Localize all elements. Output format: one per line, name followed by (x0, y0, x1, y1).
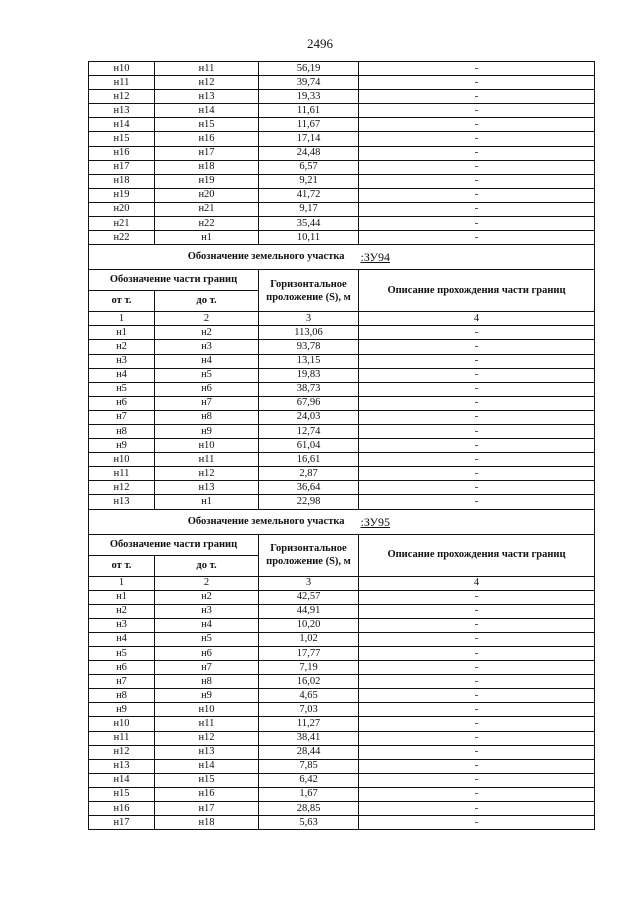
boundary-description: - (359, 132, 595, 146)
horizontal-distance: 28,85 (259, 802, 359, 816)
from-point: н10 (89, 453, 155, 467)
table-row (89, 188, 595, 202)
to-point: н11 (155, 453, 259, 467)
to-point: н10 (155, 703, 259, 717)
to-header: до т. (155, 555, 259, 576)
boundary-description: - (359, 816, 595, 830)
part-designation-header: Обозначение части границ (89, 270, 259, 291)
from-point: н13 (89, 759, 155, 773)
table-row (89, 439, 595, 453)
horizontal-distance: 39,74 (259, 76, 359, 90)
from-point: н1 (89, 590, 155, 604)
from-point: н6 (89, 396, 155, 410)
from-point: н17 (89, 160, 155, 174)
land-plot-id: :ЗУ95 (359, 509, 595, 534)
horizontal-distance: 19,83 (259, 368, 359, 382)
land-plot-label: Обозначение земельного участка (89, 245, 359, 270)
to-point: н12 (155, 467, 259, 481)
from-header: от т. (89, 555, 155, 576)
horizontal-distance: 35,44 (259, 217, 359, 231)
boundary-description: - (359, 731, 595, 745)
to-point: н18 (155, 160, 259, 174)
to-point: н5 (155, 632, 259, 646)
horizontal-distance: 22,98 (259, 495, 359, 509)
table-row (89, 217, 595, 231)
description-header: Описание прохождения части границ (359, 534, 595, 576)
to-point: н6 (155, 647, 259, 661)
to-point: н18 (155, 816, 259, 830)
horizontal-distance: 10,20 (259, 618, 359, 632)
table-row (89, 675, 595, 689)
horizontal-distance: 16,61 (259, 453, 359, 467)
header-row (89, 534, 595, 555)
to-point: н8 (155, 410, 259, 424)
table-row (89, 661, 595, 675)
to-point: н10 (155, 439, 259, 453)
table-row (89, 787, 595, 801)
from-point: н10 (89, 62, 155, 76)
from-point: н20 (89, 202, 155, 216)
table-row (89, 731, 595, 745)
from-point: н11 (89, 467, 155, 481)
horizontal-distance: 16,02 (259, 675, 359, 689)
horizontal-distance: 38,41 (259, 731, 359, 745)
from-point: н22 (89, 231, 155, 245)
horizontal-distance: 67,96 (259, 396, 359, 410)
column-number: 1 (89, 312, 155, 326)
horizontal-distance: 24,48 (259, 146, 359, 160)
boundary-description: - (359, 439, 595, 453)
horizontal-distance: 38,73 (259, 382, 359, 396)
horizontal-distance: 36,64 (259, 481, 359, 495)
table-row (89, 717, 595, 731)
horizontal-distance: 11,67 (259, 118, 359, 132)
horizontal-distance: 41,72 (259, 188, 359, 202)
horizontal-distance: 10,11 (259, 231, 359, 245)
horizontal-distance: 113,06 (259, 326, 359, 340)
from-point: н3 (89, 618, 155, 632)
table-row (89, 424, 595, 438)
boundary-description: - (359, 340, 595, 354)
from-point: н9 (89, 703, 155, 717)
horizontal-distance: 11,61 (259, 104, 359, 118)
horizontal-distance: 7,03 (259, 703, 359, 717)
table-row (89, 618, 595, 632)
horizontal-distance: 44,91 (259, 604, 359, 618)
to-point: н13 (155, 90, 259, 104)
to-point: н22 (155, 217, 259, 231)
numbering-row (89, 312, 595, 326)
to-point: н11 (155, 62, 259, 76)
boundary-description: - (359, 368, 595, 382)
boundary-description: - (359, 202, 595, 216)
boundary-description: - (359, 424, 595, 438)
horizontal-distance: 17,14 (259, 132, 359, 146)
column-number: 3 (259, 312, 359, 326)
column-number: 1 (89, 576, 155, 590)
table-row (89, 76, 595, 90)
table-row (89, 410, 595, 424)
to-point: н14 (155, 759, 259, 773)
boundary-description: - (359, 90, 595, 104)
boundary-description: - (359, 618, 595, 632)
from-point: н16 (89, 802, 155, 816)
boundary-description: - (359, 160, 595, 174)
part-designation-header: Обозначение части границ (89, 534, 259, 555)
from-point: н8 (89, 689, 155, 703)
from-point: н13 (89, 495, 155, 509)
table-row (89, 481, 595, 495)
to-point: н3 (155, 340, 259, 354)
table-row (89, 326, 595, 340)
boundary-description: - (359, 188, 595, 202)
table-row (89, 368, 595, 382)
horizontal-distance: 24,03 (259, 410, 359, 424)
table-row (89, 632, 595, 646)
table-row (89, 354, 595, 368)
table-row (89, 90, 595, 104)
table-row (89, 118, 595, 132)
from-point: н12 (89, 90, 155, 104)
to-point: н13 (155, 745, 259, 759)
to-point: н13 (155, 481, 259, 495)
from-point: н8 (89, 424, 155, 438)
boundary-description: - (359, 590, 595, 604)
table-row (89, 816, 595, 830)
from-point: н4 (89, 632, 155, 646)
boundary-description: - (359, 661, 595, 675)
from-point: н12 (89, 745, 155, 759)
land-plot-label: Обозначение земельного участка (89, 509, 359, 534)
page-number: 2496 (307, 36, 333, 51)
boundary-description: - (359, 773, 595, 787)
boundary-description: - (359, 481, 595, 495)
to-point: н1 (155, 495, 259, 509)
table-row (89, 132, 595, 146)
horizontal-distance: 9,17 (259, 202, 359, 216)
horizontal-distance: 28,44 (259, 745, 359, 759)
from-point: н14 (89, 118, 155, 132)
table-row (89, 802, 595, 816)
table-row (89, 160, 595, 174)
from-point: н7 (89, 410, 155, 424)
horizontal-header: Горизонтальное проложение (S), м (259, 270, 359, 312)
from-point: н14 (89, 773, 155, 787)
table-row (89, 382, 595, 396)
boundary-description: - (359, 231, 595, 245)
land-plot-row (89, 509, 595, 534)
boundary-description: - (359, 62, 595, 76)
to-point: н17 (155, 802, 259, 816)
table-row (89, 647, 595, 661)
horizontal-distance: 61,04 (259, 439, 359, 453)
horizontal-distance: 7,85 (259, 759, 359, 773)
from-point: н16 (89, 146, 155, 160)
horizontal-header: Горизонтальное проложение (S), м (259, 534, 359, 576)
boundary-description: - (359, 217, 595, 231)
horizontal-distance: 12,74 (259, 424, 359, 438)
to-point: н1 (155, 231, 259, 245)
to-point: н9 (155, 424, 259, 438)
boundary-description: - (359, 118, 595, 132)
boundary-description: - (359, 717, 595, 731)
to-point: н14 (155, 104, 259, 118)
description-header: Описание прохождения части границ (359, 270, 595, 312)
horizontal-distance: 13,15 (259, 354, 359, 368)
to-point: н15 (155, 773, 259, 787)
boundary-description: - (359, 467, 595, 481)
column-number: 4 (359, 576, 595, 590)
table-row (89, 396, 595, 410)
horizontal-distance: 7,19 (259, 661, 359, 675)
table-row (89, 146, 595, 160)
boundary-description: - (359, 802, 595, 816)
column-number: 4 (359, 312, 595, 326)
to-point: н12 (155, 731, 259, 745)
to-point: н2 (155, 326, 259, 340)
boundary-description: - (359, 453, 595, 467)
column-number: 2 (155, 576, 259, 590)
to-point: н6 (155, 382, 259, 396)
boundary-description: - (359, 495, 595, 509)
from-point: н10 (89, 717, 155, 731)
header-row (89, 270, 595, 291)
to-point: н4 (155, 618, 259, 632)
boundary-description: - (359, 396, 595, 410)
boundary-description: - (359, 647, 595, 661)
boundary-description: - (359, 174, 595, 188)
from-point: н7 (89, 675, 155, 689)
horizontal-distance: 1,67 (259, 787, 359, 801)
land-plot-row (89, 245, 595, 270)
from-point: н6 (89, 661, 155, 675)
to-point: н8 (155, 675, 259, 689)
from-point: н17 (89, 816, 155, 830)
to-point: н2 (155, 590, 259, 604)
table-row (89, 231, 595, 245)
boundary-description: - (359, 675, 595, 689)
column-number: 3 (259, 576, 359, 590)
from-point: н18 (89, 174, 155, 188)
boundary-description: - (359, 632, 595, 646)
from-point: н5 (89, 382, 155, 396)
boundary-description: - (359, 354, 595, 368)
boundary-description: - (359, 787, 595, 801)
horizontal-distance: 19,33 (259, 90, 359, 104)
horizontal-distance: 4,65 (259, 689, 359, 703)
numbering-row (89, 576, 595, 590)
table-row (89, 495, 595, 509)
from-point: н11 (89, 731, 155, 745)
table-row (89, 773, 595, 787)
boundary-description: - (359, 745, 595, 759)
from-header: от т. (89, 291, 155, 312)
horizontal-distance: 56,19 (259, 62, 359, 76)
to-point: н17 (155, 146, 259, 160)
boundary-description: - (359, 604, 595, 618)
table-row (89, 340, 595, 354)
to-point: н7 (155, 661, 259, 675)
horizontal-distance: 5,63 (259, 816, 359, 830)
from-point: н1 (89, 326, 155, 340)
boundary-description: - (359, 689, 595, 703)
boundary-description: - (359, 410, 595, 424)
table-row (89, 604, 595, 618)
from-point: н11 (89, 76, 155, 90)
table-row (89, 590, 595, 604)
horizontal-distance: 2,87 (259, 467, 359, 481)
boundary-description: - (359, 759, 595, 773)
from-point: н19 (89, 188, 155, 202)
to-point: н9 (155, 689, 259, 703)
table-row (89, 62, 595, 76)
from-point: н9 (89, 439, 155, 453)
from-point: н2 (89, 340, 155, 354)
land-plot-id: :ЗУ94 (359, 245, 595, 270)
horizontal-distance: 11,27 (259, 717, 359, 731)
horizontal-distance: 9,21 (259, 174, 359, 188)
to-point: н16 (155, 787, 259, 801)
table-row (89, 759, 595, 773)
from-point: н3 (89, 354, 155, 368)
horizontal-distance: 1,02 (259, 632, 359, 646)
from-point: н2 (89, 604, 155, 618)
to-point: н16 (155, 132, 259, 146)
to-point: н4 (155, 354, 259, 368)
boundary-description: - (359, 146, 595, 160)
to-point: н3 (155, 604, 259, 618)
to-point: н19 (155, 174, 259, 188)
to-point: н20 (155, 188, 259, 202)
table-row (89, 174, 595, 188)
from-point: н15 (89, 132, 155, 146)
boundary-description: - (359, 703, 595, 717)
boundary-table-body (89, 62, 595, 830)
to-point: н5 (155, 368, 259, 382)
from-point: н15 (89, 787, 155, 801)
to-point: н21 (155, 202, 259, 216)
boundary-description: - (359, 326, 595, 340)
boundary-description: - (359, 76, 595, 90)
horizontal-distance: 6,57 (259, 160, 359, 174)
to-point: н7 (155, 396, 259, 410)
from-point: н12 (89, 481, 155, 495)
from-point: н13 (89, 104, 155, 118)
to-point: н11 (155, 717, 259, 731)
from-point: н5 (89, 647, 155, 661)
table-row (89, 104, 595, 118)
boundary-description: - (359, 382, 595, 396)
horizontal-distance: 6,42 (259, 773, 359, 787)
to-header: до т. (155, 291, 259, 312)
from-point: н21 (89, 217, 155, 231)
table-row (89, 202, 595, 216)
horizontal-distance: 93,78 (259, 340, 359, 354)
table-row (89, 467, 595, 481)
to-point: н15 (155, 118, 259, 132)
to-point: н12 (155, 76, 259, 90)
boundary-table (88, 61, 595, 830)
horizontal-distance: 17,77 (259, 647, 359, 661)
table-row (89, 689, 595, 703)
table-row (89, 703, 595, 717)
horizontal-distance: 42,57 (259, 590, 359, 604)
table-row (89, 745, 595, 759)
table-row (89, 453, 595, 467)
from-point: н4 (89, 368, 155, 382)
column-number: 2 (155, 312, 259, 326)
boundary-description: - (359, 104, 595, 118)
